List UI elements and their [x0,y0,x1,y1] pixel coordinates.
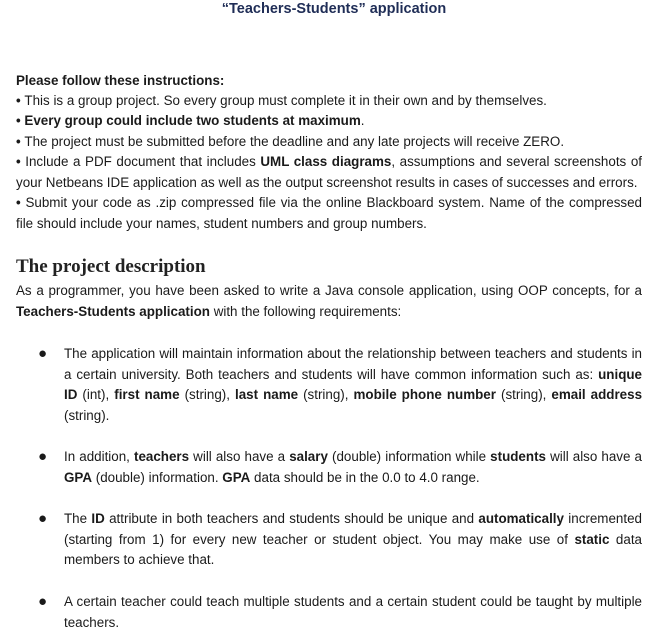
bold-text: students [490,449,546,464]
project-description-heading: The project description [16,256,206,277]
text-run: attribute in both teachers and students should be unique and [104,511,479,526]
bold-text: static [574,531,610,547]
bold-text: last name [234,387,299,402]
text-run: (int), [77,387,115,402]
instruction-item: • Include a PDF document that includes UML class diagrams, assumptions and several screenshots of your Netbeans IDE application as well as the output screenshot results in cases of successes and errors. [16,154,642,190]
text-run: Include a PDF document that includes [25,154,261,169]
text-run: A certain teacher could teach multiple students and a certain student could be taught by multiple teachers. [64,594,642,630]
text-run: (double) information. [92,469,223,485]
text-run: , assumptions and several screenshots of your Netbeans IDE application as well as the output screenshot results in cases of successes and errors. [16,154,642,190]
text-run: (double) information while [327,449,491,464]
text-run: (string), [179,387,235,402]
bold-text: salary [289,449,328,464]
text-run: Submit your code as .zip compressed file via the online Blackboard system. Name of the compressed file should include your names, student numbers and group numbers. [16,195,642,231]
instruction-text [24,113,364,128]
document-title: “Teachers-Students” application [221,1,447,17]
requirement-text [64,509,642,571]
instruction-item: • This is a group project. So every group must complete it in their own and by themselves. [16,93,547,108]
text-run: will also have a [545,449,642,464]
instruction-item: • The project must be submitted before the deadline and any late projects will receive ZERO. [16,134,565,149]
bold-text: Every group could include two students at maximum [24,113,361,128]
text-run: The application will maintain information about the relationship between teachers and students in a certain university. Both teachers and students will have common information such as: [64,346,642,382]
text-run: The project must be submitted before the deadline and any late projects will receive ZERO. [24,134,565,149]
instructions-heading: Please follow these instructions: [16,73,225,88]
bold-text: GPA [222,469,251,485]
text-run: (string), [495,387,552,402]
instruction-text [24,93,546,108]
requirement-item [38,447,642,488]
instruction-item: • Submit your code as .zip compressed file via the online Blackboard system. Name of the compressed file should include your names, student numbers and group numbers. [16,195,642,231]
requirement-item [38,509,642,571]
requirement-item [38,592,642,633]
text-run: This is a group project. So every group must complete it in their own and by themselves. [24,93,547,108]
bullet-icon: ● [38,510,48,527]
bullet-icon: ● [38,448,48,465]
bold-text: UML class diagrams [260,154,392,169]
text-run: . [360,113,365,128]
text-run: (string). [64,407,110,423]
bold-text: automatically [478,511,564,526]
instruction-text [16,154,642,190]
bold-text: GPA [64,469,93,485]
requirement-text [64,344,642,426]
project-intro [16,281,642,322]
text-run: data members to achieve that. [64,531,642,567]
requirement-item [38,344,642,426]
bold-text: unique ID [64,366,642,402]
instruction-text [24,134,564,149]
instruction-text [16,195,642,231]
bold-text: first name [114,387,180,402]
bold-text: teachers [133,449,190,464]
text-run: (string), [298,387,354,402]
bold-text: ID [91,511,105,526]
requirement-text [64,592,642,633]
text-run: In addition, [64,449,134,464]
bold-text: email address [551,387,643,402]
text-run: with the following requirements: [209,303,402,319]
text-run: As a programmer, you have been asked to write a Java console application, using OOP concepts, for a [16,283,642,298]
text-run: The [64,511,92,526]
text-run: data should be in the 0.0 to 4.0 range. [250,469,480,485]
instruction-item: • Every group could include two students at maximum. [16,113,365,128]
text-run: incremented (starting from 1) for every new teacher or student object. You may make use of [64,511,642,547]
bold-text: Teachers-Students application [16,303,210,319]
bullet-icon: ● [38,593,48,610]
bold-text: mobile phone number [353,387,496,402]
bullet-icon: ● [38,345,48,362]
requirement-text [64,447,642,488]
text-run: will also have a [189,449,290,464]
